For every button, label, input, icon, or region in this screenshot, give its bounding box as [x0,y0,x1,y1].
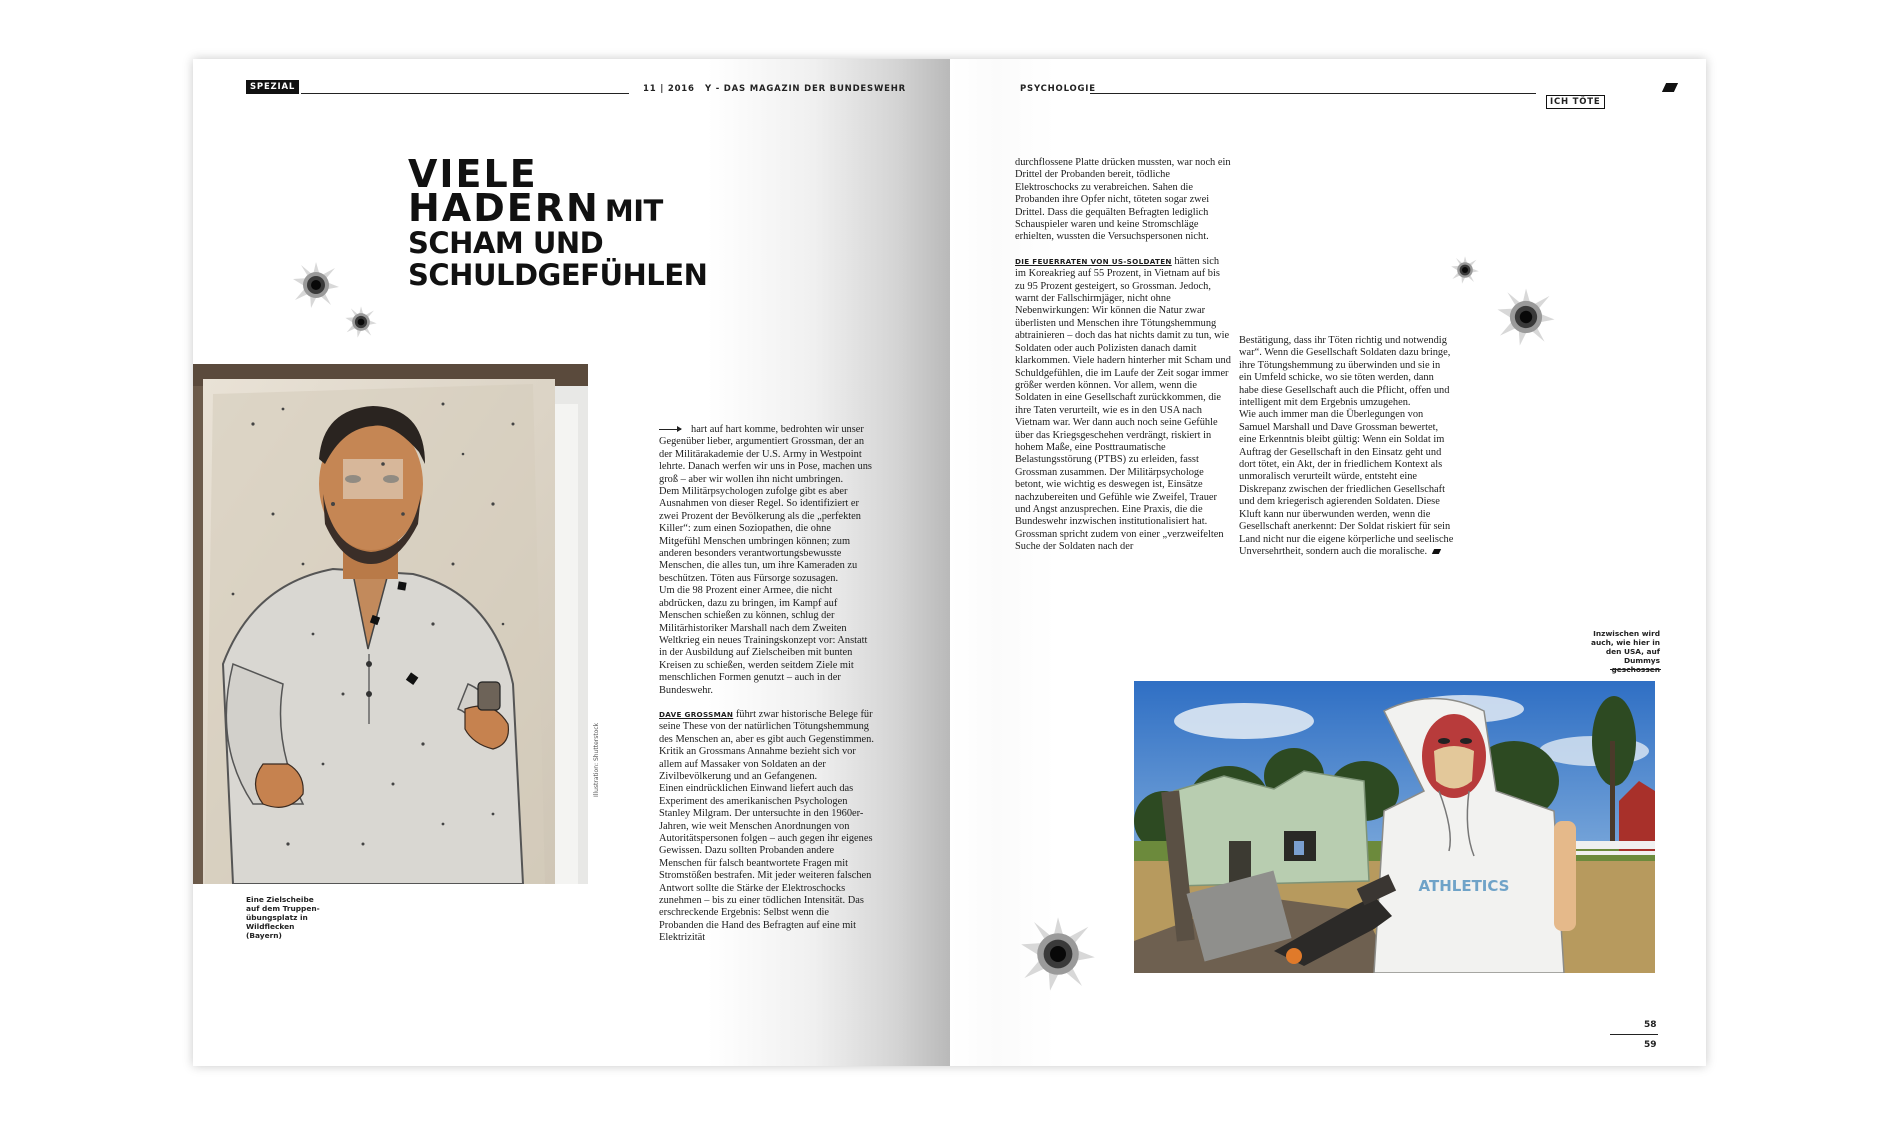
issue-number: 11 | 2016 [643,84,695,94]
paragraph: DAVE GROSSMAN führt zwar historische Belege für seine These von der natürlichen Tötungshemmung des Menschen an, aber es gibt auch Gegenstimmen. Kritik an Grossmans Annahme bezieht sich vor allem auf Massaker von Soldaten an der Zivilbevölkerung und an Gefangenen. [659,708,874,782]
bullet-hole-icon [1018,914,1098,994]
right-page [950,59,1706,1066]
arrow-icon [659,429,681,430]
page-number-rule [1610,1034,1658,1035]
headline-line-2-bold: HADERN [408,186,600,230]
bullet-hole-icon [344,305,378,339]
page-number-right: 59 [1644,1040,1657,1050]
left-text-column [659,424,875,945]
left-page [193,59,950,1066]
headline-line-3: SCHAM UND [408,226,604,260]
paragraph: hart auf hart komme, bedrohten wir unser Gegenüber lieber, argumentiert Grossman, der an der Militärakademie der U.S. Army in Westpoint lehrte. Danach werfen wir uns in Pose, machen uns groß – aber wir wollen ihn nicht umbringen. [659,424,872,485]
paragraph: Dem Militärpsychologen zufolge gibt es aber Ausnahmen von dieser Regel. So identifiziert er zwei Prozent der Bevölkerung als die „perfekten Killer“: zum einen Soziopathen, die ohne Mitgefühl Menschen umbringen können; zum anderen besonders verantwortungsbewusste Menschen, die alles tun, um ihre Kameraden zu beschützen. Töten aus Fürsorge sozusagen. [659,486,861,584]
right-text-column-b [1239,335,1455,558]
page-number-left: 58 [1644,1020,1657,1030]
caption-rule [1610,669,1661,670]
kicker: DIE FEUERRATEN VON US-SOLDATEN [1015,256,1172,266]
magazine-spread [193,59,1706,1066]
paragraph: Wie auch immer man die Überlegungen von Samuel Marshall und Dave Grossman bewertet, eine Erkenntnis bleibt gültig: Wenn ein Soldat im Auftrag der Gesellschaft in den Einsatz geht und dort tötet, ein Akt, der in friedlichem Kontext als unmoralisch verurteilt würde, entsteht eine Diskrepanz zwischen der friedlichen Gesellschaft und dem kriegerisch agierenden Soldaten. Diese Kluft kann nur überwunden werden, wenn die Gesellschaft anerkennt: Der Soldat riskiert für sein Land nicht nur die eigene körperliche und seelische Unversehrtheit, sondern auch die moralische. [1239,409,1454,557]
bullet-hole-icon [291,260,341,310]
corner-mark-icon [1662,83,1678,92]
paragraph: durchflossene Platte drücken mussten, war noch ein Drittel der Probanden bereit, tödliche Elektroschocks zu verabreichen. Sahen die Probanden ihre Opfer nicht, töteten sogar zwei Drittel. Dass die gequälten Befragten lediglich Schauspieler waren und keine Stromschläge erhielten, wussten die Versuchspersonen nicht. [1015,157,1231,243]
magazine-title: Y - DAS MAGAZIN DER BUNDESWEHR [705,84,906,94]
dummy-photo [1134,681,1655,973]
end-mark-icon [1432,549,1441,554]
section-name: PSYCHOLOGIE [1020,84,1096,94]
headline-line-1: VIELE [408,152,538,196]
right-caption: Inzwischen wird auch, wie hier in den USA, auf Dummys geschossen [1590,629,1660,674]
headline-line-4: SCHULDGEFÜHLEN [408,258,708,292]
bullet-hole-icon [1495,286,1557,348]
headline [408,152,708,292]
paragraph: Einen eindrücklichen Einwand liefert auch das Experiment des amerikanischen Psychologen Stanley Milgram. Der untersuchte in den 1960er-Jahren, wie weit Menschen Anordnungen von Autoritätspersonen folgen – auch gegen ihr eigenes Gewissen. Dazu sollten Probanden andere Menschen für falsch beantwortete Fragen mit Stromstößen bestrafen. Mit jeder weiteren falschen Antwort sollte die Stärke der Elektroschocks zunehmen – bis zu einer tödlichen Intensität. Das erschreckende Ergebnis: Selbst wenn die Probanden die Hand des Befragten auf eine mit Elektrizität [659,783,873,944]
header-rule [1090,93,1536,94]
paragraph: Um die 98 Prozent einer Armee, die nicht abdrücken, dazu zu bringen, im Kampf auf Menschen schießen zu können, schlug der Militärhistoriker Marshall nach dem Zweiten Weltkrieg ein neues Trainingskonzept vor: Anstatt in der Ausbildung auf Zielscheiben mit bunten Kreisen zu schießen, werden seitdem Ziele mit menschlichen Formen genutzt – auch in der Bundeswehr. [659,585,868,696]
bullet-hole-icon [1450,255,1480,285]
topic-label: ICH TÖTE [1546,95,1605,109]
header-rule [301,93,629,94]
photo-credit: Illustration: Shutterstock [593,722,600,797]
kicker: DAVE GROSSMAN [659,709,734,719]
headline-line-2-rest: MIT [604,194,663,228]
left-caption: Eine Zielscheibe auf dem Truppen-übungsplatz in Wildflecken (Bayern) [246,895,320,940]
paragraph: Bestätigung, dass ihr Töten richtig und notwendig war“. Wenn die Gesellschaft Soldaten dazu bringe, ihre Tötungshemmung zu überwinden und sie in ein Umfeld schicke, wo sie töten werden, dann habe diese Gesellschaft auch die Pflicht, offen und intelligent mit dem Ergebnis umzugehen. [1239,335,1451,409]
dummy-shirt-text: ATHLETICS [1418,877,1510,895]
target-photo [193,364,588,884]
right-text-column-a [1015,157,1231,554]
paragraph: DIE FEUERRATEN VON US-SOLDATEN hätten sich im Koreakrieg auf 55 Prozent, in Vietnam auf bis zu 95 Prozent gesteigert, so Grossman. Jedoch, warnt der Fallschirmjäger, nicht ohne Nebenwirkungen: Wir können die Natur zwar überlisten und Menschen ihre Tötungshemmung abtrainieren – doch das hat nichts damit zu tun, wie Soldaten oder auch Polizisten danach damit klarkommen. Viele hadern hinterher mit Scham und Schuldgefühlen, die im Laufe der Zeit sogar immer größer werden können. Vor allem, wenn die Soldaten in eine Gesellschaft zurückkommen, die ihre Taten verurteilt, wie es in den USA nach Vietnam war. Wer dann auch noch seine Gefühle über das Kriegsgeschehen verdrängt, riskiert in hohem Maße, eine Posttraumatische Belastungsstörung (PTBS) zu erleiden, fasst Grossman zusammen. Der Militärpsychologe betont, wie wichtig es deswegen ist, Einsätze nachzubereiten und Gefühle wie Zweifel, Trauer und Angst anzusprechen. Eine Praxis, die die Bundeswehr inzwischen institutionalisiert hat. Grossman spricht zudem von einer „verzweifelten Suche der Soldaten nach der [1015,255,1231,553]
section-label: SPEZIAL [246,80,299,94]
